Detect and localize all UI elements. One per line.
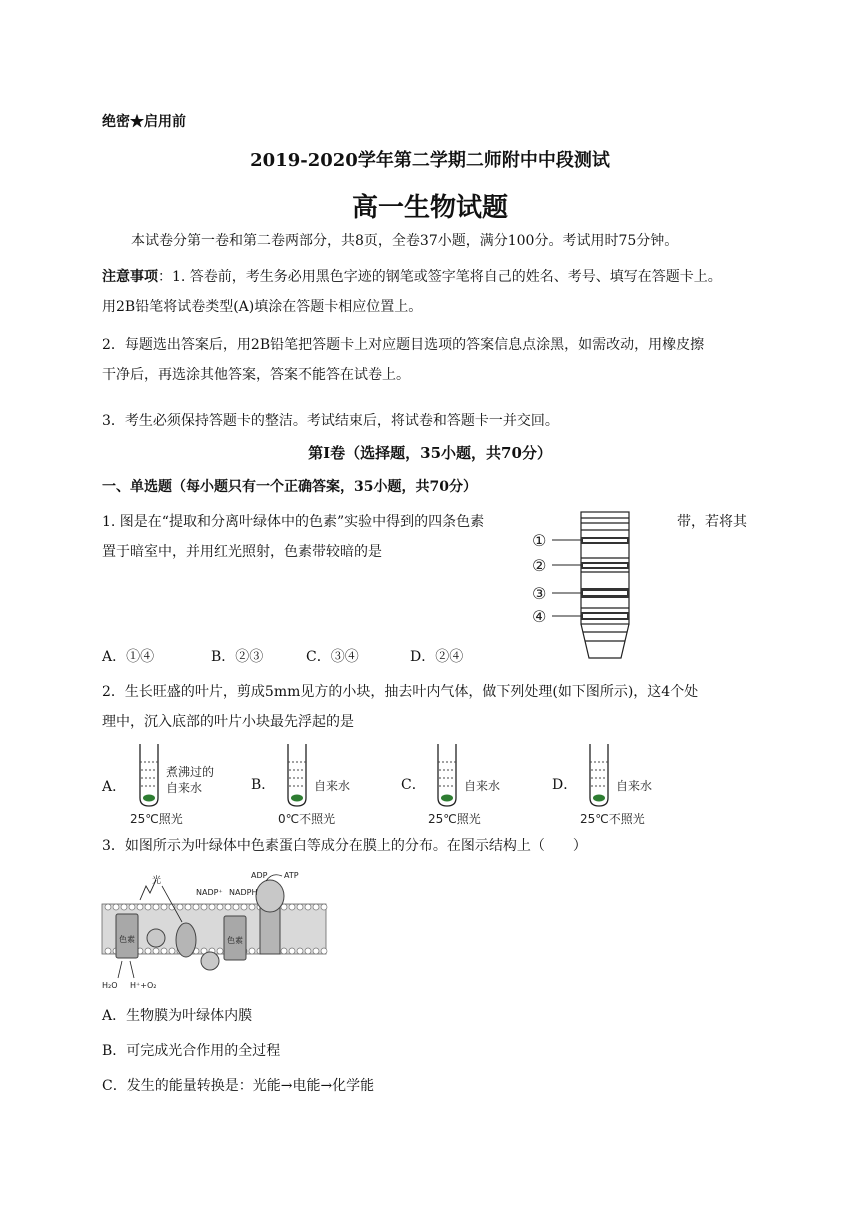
pigment-band-diagram [525, 510, 670, 662]
q1-line2: 置于暗室中，并用红光照射，色素带较暗的是 [102, 544, 382, 560]
svg-text:自来水: 自来水 [616, 779, 653, 793]
q3-option-c: C．发生的能量转换是：光能→电能→化学能 [102, 1078, 375, 1094]
leaf-disc [441, 795, 453, 802]
q2-line2: 理中，沉入底部的叶片小块最先浮起的是 [102, 714, 354, 730]
leaf-disc [593, 795, 605, 802]
q2-option-a-letter: A． [102, 779, 127, 795]
svg-text:色素: 色素 [119, 935, 135, 944]
test-tube-b [278, 740, 398, 830]
nadp-label: NADP⁺ [196, 888, 223, 897]
section1-title: 一、单选题（每小题只有一个正确答案，35小题，共70分） [102, 479, 477, 495]
svg-text:25℃不照光: 25℃不照光 [580, 812, 645, 826]
electron-carrier [147, 929, 165, 947]
membrane-protein [201, 952, 219, 970]
band-label-4: ④ [532, 607, 547, 626]
subject-title: 高一生物试题 [351, 193, 508, 223]
note-2a: 2．每题选出答案后，用2B铅笔把答题卡上对应题目选项的答案信息点涂黑，如需改动，用橡皮擦 [102, 337, 705, 353]
notes-label: 注意事项 [102, 269, 158, 285]
q1-option-d: D．②④ [410, 649, 464, 665]
water-label: H₂O [102, 981, 118, 990]
q2-option-b-letter: B． [251, 777, 276, 793]
atp-label: ATP [284, 871, 299, 880]
test-tube-a [130, 740, 250, 830]
q2-option-d-letter: D． [552, 777, 578, 793]
leaf-disc [143, 795, 155, 802]
note-1a: 注意事项：1. 答卷前，考生务必用黑色字迹的钢笔或签字笔将自己的姓名、考号、填写在答题卡上。 [102, 269, 722, 285]
test-tube-c [428, 740, 548, 830]
q1-line1: 1. 图是在“提取和分离叶绿体中的色素”实验中得到的四条色素 [102, 514, 485, 530]
svg-text:煮沸过的: 煮沸过的 [166, 765, 215, 779]
products-label: H⁺+O₂ [130, 981, 157, 990]
band-label-3: ③ [532, 584, 547, 603]
q1-option-b: B．②③ [211, 649, 264, 665]
note-1b: 用2B铅笔将试卷类型(A)填涂在答题卡相应位置上。 [102, 299, 423, 315]
atp-synthase-head [256, 880, 284, 912]
light-label: 光 [152, 876, 162, 886]
confidential-label: 绝密★启用前 [102, 114, 186, 130]
q2-line1: 2．生长旺盛的叶片，剪成5mm见方的小块，抽去叶内气体，做下列处理(如下图所示)，这4个处 [102, 684, 699, 700]
svg-text:自来水: 自来水 [464, 779, 501, 793]
svg-text:25℃照光: 25℃照光 [130, 812, 183, 826]
q1-option-c: C．③④ [306, 649, 359, 665]
cytochrome-complex [176, 923, 196, 957]
q1-option-a: A．①④ [102, 649, 155, 665]
leaf-disc [291, 795, 303, 802]
q1-line1-tail: 带，若将其 [677, 514, 747, 530]
part1-title: 第Ⅰ卷（选择题，35小题，共70分） [308, 444, 552, 462]
svg-text:25℃照光: 25℃照光 [428, 812, 481, 826]
note-2b: 干净后，再选涂其他答案，答案不能答在试卷上。 [102, 367, 410, 383]
test-tube-d [580, 740, 700, 830]
thylakoid-membrane-diagram [100, 866, 340, 992]
intro-text: 本试卷分第一卷和第二卷两部分，共8页，全卷37小题，满分100分。考试用时75分钟。 [131, 233, 679, 249]
q3-option-a: A．生物膜为叶绿体内膜 [102, 1008, 253, 1024]
q3-stem: 3．如图所示为叶绿体中色素蛋白等成分在膜上的分布。在图示结构上（ ） [102, 838, 587, 854]
note-3: 3．考生必须保持答题卡的整洁。考试结束后，将试卷和答题卡一并交回。 [102, 413, 559, 429]
atp-synthase-stalk [260, 906, 280, 954]
q2-option-c-letter: C． [401, 777, 426, 793]
band-label-1: ① [532, 531, 547, 550]
svg-text:自来水: 自来水 [166, 781, 203, 795]
band-label-2: ② [532, 556, 547, 575]
exam-title: 2019-2020学年第二学期二师附中中段测试 [250, 150, 610, 171]
adp-label: ADP [251, 871, 268, 880]
svg-text:0℃不照光: 0℃不照光 [278, 812, 336, 826]
nadph-label: NADPH [229, 888, 258, 897]
q3-option-b: B．可完成光合作用的全过程 [102, 1043, 281, 1059]
svg-text:自来水: 自来水 [314, 779, 351, 793]
svg-text:色素: 色素 [227, 936, 243, 945]
